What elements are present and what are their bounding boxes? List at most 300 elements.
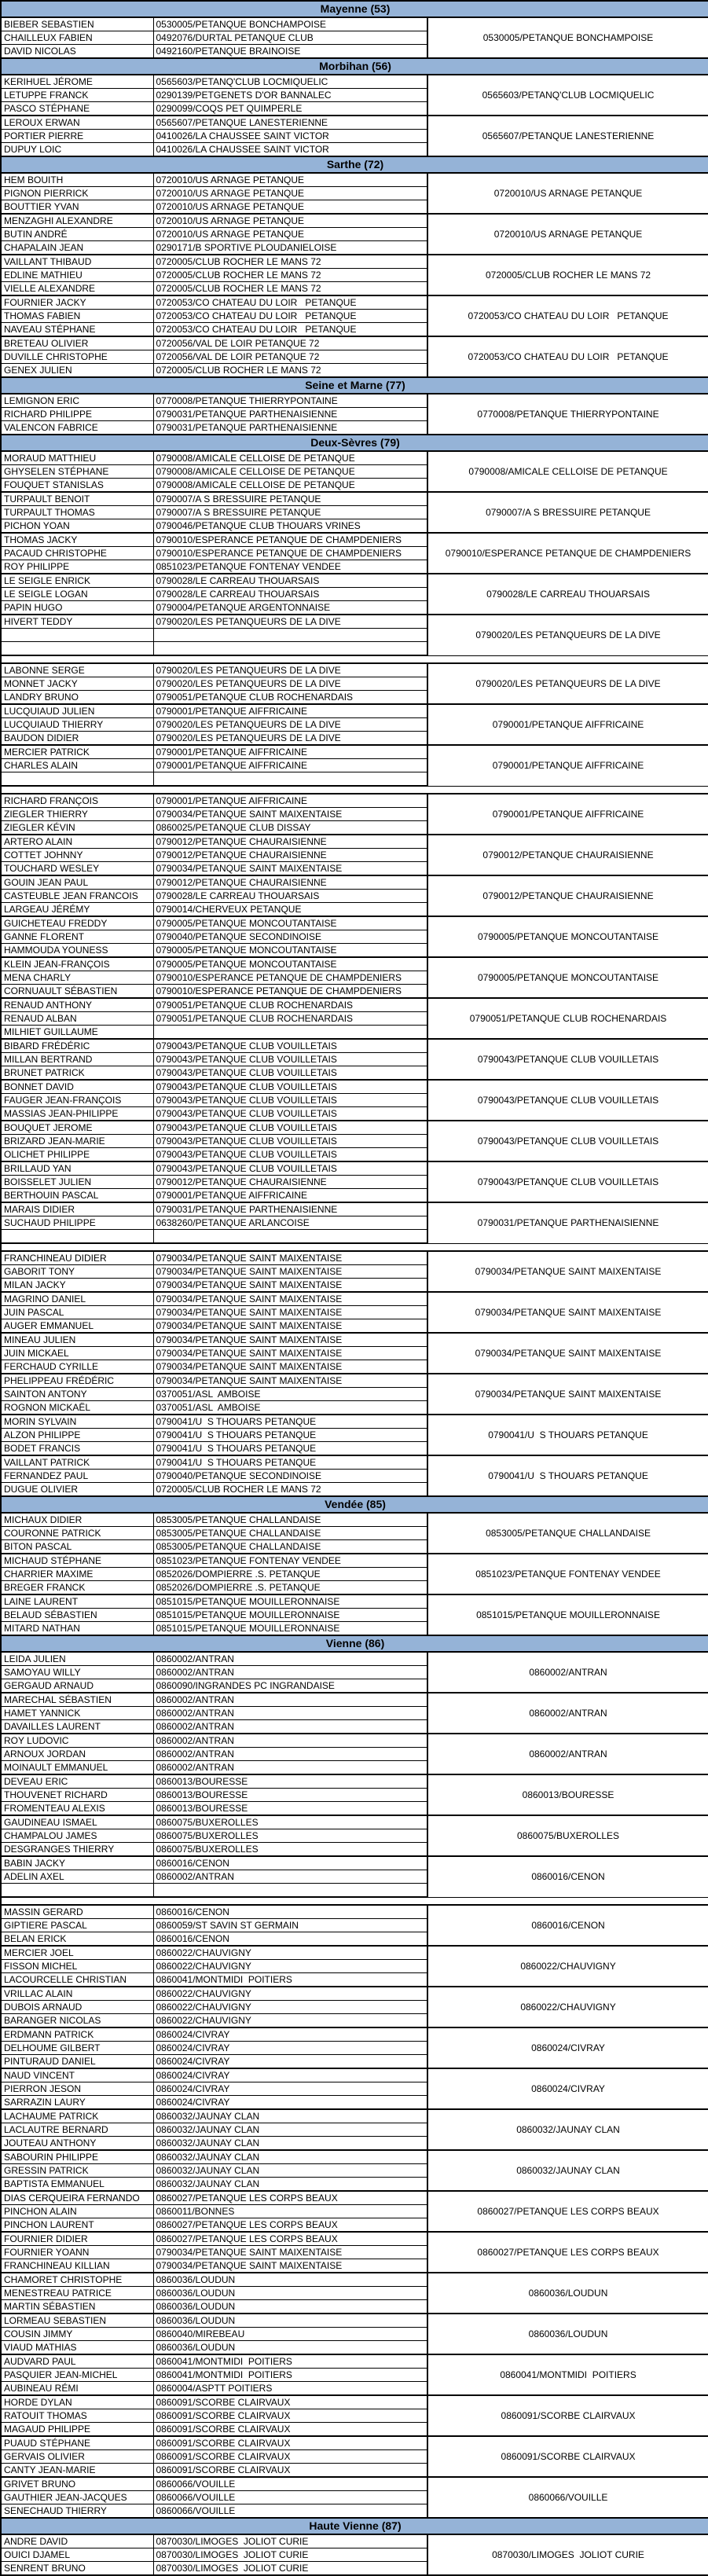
player-club-cell: 0860027/PETANQUE LES CORPS BEAUX [153, 2232, 427, 2246]
player-club-cell: 0790001/PETANQUE AIFFRICAINE [153, 794, 427, 808]
player-club-cell: 0790028/LE CARREAU THOUARSAIS [153, 588, 427, 601]
player-name-cell: KLEIN JEAN-FRANÇOIS [1, 957, 153, 971]
team-club-cell: 0790043/PETANQUE CLUB VOUILLETAIS [427, 1121, 708, 1161]
table-row [1, 1815, 708, 1829]
player-club-cell: 0860075/BUXEROLLES [153, 1829, 427, 1843]
player-name-cell: LUCQUIAUD THIERRY [1, 718, 153, 732]
player-club-cell: 0860022/CHAUVIGNY [153, 2014, 427, 2028]
player-club-cell: 0790034/PETANQUE SAINT MAIXENTAISE [153, 1333, 427, 1347]
player-club-cell: 0860022/CHAUVIGNY [153, 1960, 427, 1973]
player-name-cell: MAGRINO DANIEL [1, 1292, 153, 1306]
player-name-cell: GERVAIS OLIVIER [1, 2450, 153, 2464]
player-name-cell: COTTET JOHNNY [1, 849, 153, 862]
team-club-cell: 0790043/PETANQUE CLUB VOUILLETAIS [427, 1161, 708, 1202]
player-club-cell: 0790010/ESPERANCE PETANQUE DE CHAMPDENIERS [153, 971, 427, 985]
team-club-cell: 0860016/CENON [427, 1905, 708, 1946]
table-row [1, 875, 708, 890]
team-club-cell: 0870030/LIMOGES JOLIOT CURIE [427, 2534, 708, 2575]
team-club-cell: 0790001/PETANQUE AIFFRICAINE [427, 745, 708, 786]
player-name-cell: BOUTTIER YVAN [1, 200, 153, 215]
player-club-cell: 0860002/ANTRAN [153, 1748, 427, 1761]
player-name-cell: SARRAZIN LAURY [1, 2096, 153, 2110]
table-row [1, 1693, 708, 1707]
table-row [1, 1987, 708, 2001]
player-name-cell: GUICHETEAU FREDDY [1, 916, 153, 930]
player-club-cell: 0720056/VAL DE LOIR PETANQUE 72 [153, 336, 427, 350]
player-name-cell: GRESSIN PATRICK [1, 2164, 153, 2178]
table-row [1, 2354, 708, 2369]
player-name-cell: MERCIER PATRICK [1, 745, 153, 759]
table-row [1, 1455, 708, 1470]
player-name-cell: MARTIN SÉBASTIEN [1, 2300, 153, 2314]
table-row [1, 2109, 708, 2123]
team-club-cell: 0790005/PETANQUE MONCOUTANTAISE [427, 916, 708, 957]
player-club-cell: 0790005/PETANQUE MONCOUTANTAISE [153, 916, 427, 930]
player-name-cell: MAGAUD PHILIPPE [1, 2423, 153, 2437]
player-club-cell: 0860024/CIVRAY [153, 2068, 427, 2082]
player-name-cell: LUCQUIAUD JULIEN [1, 704, 153, 718]
player-club-cell: 0860016/CENON [153, 1932, 427, 1947]
table-row [1, 916, 708, 930]
player-name-cell: CHAMORET CHRISTOPHE [1, 2273, 153, 2287]
player-club-cell: 0860036/LOUDUN [153, 2300, 427, 2314]
player-club-cell: 0860041/MONTMIDI POITIERS [153, 1973, 427, 1987]
player-name-cell: GABORIT TONY [1, 1265, 153, 1279]
player-name-cell: SAMOYAU WILLY [1, 1666, 153, 1679]
player-club-cell: 0290099/COQS PET QUIMPERLE [153, 102, 427, 116]
player-club-cell: 0860016/CENON [153, 1905, 427, 1919]
player-name-cell: FRANCHINEAU DIDIER [1, 1251, 153, 1265]
table-row [1, 451, 708, 465]
player-name-cell: BRILLAUD YAN [1, 1161, 153, 1176]
player-club-cell: 0790008/AMICALE CELLOISE DE PETANQUE [153, 451, 427, 465]
player-name-cell: FERNANDEZ PAUL [1, 1470, 153, 1483]
player-name-cell: THOMAS JACKY [1, 533, 153, 547]
player-name-cell: LE SEIGLE LOGAN [1, 588, 153, 601]
player-club-cell: 0790034/PETANQUE SAINT MAIXENTAISE [153, 808, 427, 821]
player-club-cell: 0860024/CIVRAY [153, 2055, 427, 2069]
player-club-cell: 0790043/PETANQUE CLUB VOUILLETAIS [153, 1053, 427, 1066]
player-club-cell: 0860032/JAUNAY CLAN [153, 2164, 427, 2178]
player-name-cell: CANTY JEAN-MARIE [1, 2464, 153, 2478]
player-name-cell: SUCHAUD PHILIPPE [1, 1216, 153, 1230]
player-club-cell: 0790001/PETANQUE AIFFRICAINE [153, 745, 427, 759]
player-club-cell: 0720005/CLUB ROCHER LE MANS 72 [153, 255, 427, 269]
player-club-cell: 0770008/PETANQUE THIERRYPONTAINE [153, 394, 427, 408]
player-name-cell: PIERRON JESON [1, 2082, 153, 2096]
player-name-cell: DESGRANGES THIERRY [1, 1843, 153, 1857]
player-name-cell: PINTURAUD DANIEL [1, 2055, 153, 2069]
player-name-cell: PINCHON LAURENT [1, 2218, 153, 2233]
player-name-cell: MINEAU JULIEN [1, 1333, 153, 1347]
player-name-cell: FISSON MICHEL [1, 1960, 153, 1973]
table-row [1, 1415, 708, 1429]
team-club-cell: 0860041/MONTMIDI POITIERS [427, 2354, 708, 2395]
player-name-cell: LEMIGNON ERIC [1, 394, 153, 408]
section-row [1, 2518, 708, 2534]
player-club-cell: 0790041/U S THOUARS PETANQUE [153, 1455, 427, 1470]
player-club-cell: 0852026/DOMPIERRE .S. PETANQUE [153, 1581, 427, 1595]
player-club-cell: 0860032/JAUNAY CLAN [153, 2178, 427, 2192]
player-name-cell: MASSIAS JEAN-PHILIPPE [1, 1107, 153, 1121]
table-row [1, 255, 708, 269]
player-club-cell: 0790012/PETANQUE CHAURAISIENNE [153, 875, 427, 890]
player-club-cell: 0860036/LOUDUN [153, 2341, 427, 2355]
player-club-cell: 0860013/BOURESSE [153, 1774, 427, 1789]
player-name-cell: BABIN JACKY [1, 1856, 153, 1870]
team-club-cell: 0790041/U S THOUARS PETANQUE [427, 1455, 708, 1496]
player-name-cell: VALENCON FABRICE [1, 421, 153, 435]
section-header: Deux-Sèvres (79) [1, 435, 708, 451]
team-club-cell: 0860036/LOUDUN [427, 2273, 708, 2314]
table-row [1, 1039, 708, 1053]
player-name-cell: BRIZARD JEAN-MARIE [1, 1135, 153, 1148]
team-club-cell: 0790034/PETANQUE SAINT MAIXENTAISE [427, 1292, 708, 1333]
player-name-cell: BONNET DAVID [1, 1080, 153, 1094]
player-club-cell: 0860066/VOUILLE [153, 2491, 427, 2504]
player-club-cell: 0860032/JAUNAY CLAN [153, 2137, 427, 2151]
section-row [1, 1635, 708, 1652]
spacer-cell [1, 1243, 708, 1251]
player-name-cell: FERCHAUD CYRILLE [1, 1360, 153, 1374]
table-row [1, 835, 708, 849]
player-name-cell: SAINTON ANTONY [1, 1388, 153, 1401]
player-club-cell: 0790008/AMICALE CELLOISE DE PETANQUE [153, 465, 427, 479]
team-club-cell: 0790007/A S BRESSUIRE PETANQUE [427, 492, 708, 533]
player-club-cell: 0492076/DURTAL PETANQUE CLUB [153, 31, 427, 45]
player-club-cell: 0790008/AMICALE CELLOISE DE PETANQUE [153, 479, 427, 493]
player-club-cell [153, 772, 427, 787]
player-club-cell: 0790046/PETANQUE CLUB THOUARS VRINES [153, 519, 427, 534]
team-club-cell: 0565607/PETANQUE LANESTERIENNE [427, 116, 708, 156]
table-row [1, 2068, 708, 2082]
player-club-cell: 0860036/LOUDUN [153, 2287, 427, 2300]
player-club-cell: 0790051/PETANQUE CLUB ROCHENARDAIS [153, 1012, 427, 1026]
player-club-cell: 0720005/CLUB ROCHER LE MANS 72 [153, 269, 427, 282]
player-club-cell: 0790010/ESPERANCE PETANQUE DE CHAMPDENIERS [153, 985, 427, 999]
player-club-cell: 0860024/CIVRAY [153, 2096, 427, 2110]
section-header: Vienne (86) [1, 1635, 708, 1652]
player-club-cell: 0790043/PETANQUE CLUB VOUILLETAIS [153, 1039, 427, 1053]
team-club-cell: 0770008/PETANQUE THIERRYPONTAINE [427, 394, 708, 435]
team-club-cell: 0860091/SCORBE CLAIRVAUX [427, 2395, 708, 2436]
player-club-cell: 0860024/CIVRAY [153, 2042, 427, 2055]
player-name-cell: ZIEGLER THIERRY [1, 808, 153, 821]
player-name-cell: BITON PASCAL [1, 1540, 153, 1554]
table-row [1, 2150, 708, 2164]
table-row [1, 1652, 708, 1666]
section-header: Morbihan (56) [1, 58, 708, 75]
player-club-cell [153, 1230, 427, 1244]
player-name-cell: MENZAGHI ALEXANDRE [1, 214, 153, 228]
player-name-cell: BELAN ERICK [1, 1932, 153, 1947]
spacer-cell [1, 655, 708, 663]
player-club-cell: 0860002/ANTRAN [153, 1666, 427, 1679]
player-club-cell: 0290139/PETGENETS D'OR BANNALEC [153, 89, 427, 102]
table-row [1, 1161, 708, 1176]
table-row [1, 1121, 708, 1135]
player-name-cell: CHAILLEUX FABIEN [1, 31, 153, 45]
player-club-cell: 0790010/ESPERANCE PETANQUE DE CHAMPDENIERS [153, 547, 427, 560]
player-name-cell: PICHON YOAN [1, 519, 153, 534]
player-club-cell: 0790001/PETANQUE AIFFRICAINE [153, 1189, 427, 1203]
table-row [1, 2436, 708, 2450]
player-name-cell: MERCIER JOEL [1, 1946, 153, 1960]
player-name-cell: TOUCHARD WESLEY [1, 862, 153, 876]
player-club-cell: 0860032/JAUNAY CLAN [153, 2150, 427, 2164]
player-name-cell: SABOURIN PHILIPPE [1, 2150, 153, 2164]
player-club-cell: 0720005/CLUB ROCHER LE MANS 72 [153, 1483, 427, 1497]
player-club-cell: 0860022/CHAUVIGNY [153, 1987, 427, 2001]
player-club-cell: 0790028/LE CARREAU THOUARSAIS [153, 574, 427, 588]
player-name-cell [1, 1884, 153, 1898]
table-row [1, 1202, 708, 1216]
player-name-cell: DUGUE OLIVIER [1, 1483, 153, 1497]
section-header: Vendée (85) [1, 1496, 708, 1513]
player-name-cell: CHARRIER MAXIME [1, 1568, 153, 1581]
table-row [1, 1734, 708, 1748]
player-name-cell [1, 1230, 153, 1244]
table-row [1, 1856, 708, 1870]
team-club-cell: 0720005/CLUB ROCHER LE MANS 72 [427, 255, 708, 295]
player-name-cell: ANDRE DAVID [1, 2534, 153, 2548]
player-name-cell: VAILLANT PATRICK [1, 1455, 153, 1470]
player-name-cell: GAUTHIER JEAN-JACQUES [1, 2491, 153, 2504]
player-club-cell: 0790043/PETANQUE CLUB VOUILLETAIS [153, 1121, 427, 1135]
player-name-cell: BERTHOUIN PASCAL [1, 1189, 153, 1203]
section-header: Mayenne (53) [1, 1, 708, 17]
table-row [1, 2534, 708, 2548]
player-name-cell: MENESTREAU PATRICE [1, 2287, 153, 2300]
player-club-cell: 0852026/DOMPIERRE .S. PETANQUE [153, 1568, 427, 1581]
table-row [1, 492, 708, 506]
player-club-cell: 0790034/PETANQUE SAINT MAIXENTAISE [153, 862, 427, 876]
player-name-cell: LARGEAU JÉRÉMY [1, 903, 153, 917]
player-name-cell: LACOURCELLE CHRISTIAN [1, 1973, 153, 1987]
player-club-cell: 0860040/MIREBEAU [153, 2328, 427, 2341]
team-club-cell: 0860013/BOURESSE [427, 1774, 708, 1815]
player-name-cell [1, 642, 153, 656]
player-club-cell: 0860024/CIVRAY [153, 2082, 427, 2096]
player-name-cell: AUBINEAU RÉMI [1, 2382, 153, 2396]
team-club-cell: 0790041/U S THOUARS PETANQUE [427, 1415, 708, 1455]
player-name-cell: SENRENT BRUNO [1, 2562, 153, 2576]
player-club-cell: 0790040/PETANQUE SECONDINOISE [153, 930, 427, 944]
player-name-cell: MILLAN BERTRAND [1, 1053, 153, 1066]
player-club-cell: 0860091/SCORBE CLAIRVAUX [153, 2409, 427, 2423]
team-club-cell: 0790020/LES PETANQUEURS DE LA DIVE [427, 615, 708, 655]
player-club-cell: 0860091/SCORBE CLAIRVAUX [153, 2395, 427, 2409]
table-row [1, 794, 708, 808]
player-name-cell: RICHARD PHILIPPE [1, 408, 153, 421]
player-club-cell: 0790034/PETANQUE SAINT MAIXENTAISE [153, 1292, 427, 1306]
player-name-cell: FOURNIER YOANN [1, 2246, 153, 2259]
player-name-cell [1, 772, 153, 787]
player-club-cell: 0790020/LES PETANQUEURS DE LA DIVE [153, 663, 427, 677]
player-name-cell: MORIN SYLVAIN [1, 1415, 153, 1429]
player-club-cell: 0565607/PETANQUE LANESTERIENNE [153, 116, 427, 130]
player-club-cell: 0790012/PETANQUE CHAURAISIENNE [153, 1176, 427, 1189]
player-club-cell: 0860091/SCORBE CLAIRVAUX [153, 2423, 427, 2437]
player-club-cell: 0860027/PETANQUE LES CORPS BEAUX [153, 2191, 427, 2205]
player-club-cell: 0790031/PETANQUE PARTHENAISIENNE [153, 421, 427, 435]
player-club-cell: 0790051/PETANQUE CLUB ROCHENARDAIS [153, 998, 427, 1012]
table-row [1, 615, 708, 629]
team-club-cell: 0860002/ANTRAN [427, 1734, 708, 1774]
player-club-cell: 0851015/PETANQUE MOUILLERONNAISE [153, 1609, 427, 1622]
player-name-cell: KERIHUEL JÉROME [1, 75, 153, 89]
player-club-cell: 0860002/ANTRAN [153, 1761, 427, 1775]
section-row [1, 377, 708, 394]
player-club-cell: 0790034/PETANQUE SAINT MAIXENTAISE [153, 2259, 427, 2273]
player-club-cell: 0860066/VOUILLE [153, 2504, 427, 2519]
team-club-cell: 0860032/JAUNAY CLAN [427, 2109, 708, 2150]
player-club-cell [153, 1026, 427, 1040]
table-row [1, 998, 708, 1012]
section-row [1, 1496, 708, 1513]
player-club-cell: 0851015/PETANQUE MOUILLERONNAISE [153, 1622, 427, 1636]
player-club-cell: 0720010/US ARNAGE PETANQUE [153, 173, 427, 187]
table-row [1, 1251, 708, 1265]
player-club-cell: 0492160/PETANQUE BRAINOISE [153, 45, 427, 59]
team-club-cell: 0790043/PETANQUE CLUB VOUILLETAIS [427, 1080, 708, 1121]
player-name-cell: DIAS CERQUEIRA FERNANDO [1, 2191, 153, 2205]
player-club-cell: 0790043/PETANQUE CLUB VOUILLETAIS [153, 1161, 427, 1176]
player-name-cell: NAUD VINCENT [1, 2068, 153, 2082]
team-club-cell: 0790034/PETANQUE SAINT MAIXENTAISE [427, 1333, 708, 1374]
table-row [1, 173, 708, 187]
table-row [1, 214, 708, 228]
player-name-cell: GANNE FLORENT [1, 930, 153, 944]
team-club-cell: 0860002/ANTRAN [427, 1693, 708, 1734]
player-name-cell: ROY PHILIPPE [1, 560, 153, 574]
player-club-cell: 0870030/LIMOGES JOLIOT CURIE [153, 2534, 427, 2548]
player-club-cell: 0860075/BUXEROLLES [153, 1843, 427, 1857]
player-name-cell: LEROUX ERWAN [1, 116, 153, 130]
player-name-cell: DAVID NICOLAS [1, 45, 153, 59]
player-name-cell: THOMAS FABIEN [1, 310, 153, 323]
player-name-cell: ALZON PHILIPPE [1, 1429, 153, 1442]
player-name-cell: BUTIN ANDRÉ [1, 228, 153, 241]
player-name-cell: MOINAULT EMMANUEL [1, 1761, 153, 1775]
team-club-cell: 0860027/PETANQUE LES CORPS BEAUX [427, 2232, 708, 2273]
player-club-cell: 0790043/PETANQUE CLUB VOUILLETAIS [153, 1094, 427, 1107]
player-club-cell: 0790007/A S BRESSUIRE PETANQUE [153, 506, 427, 519]
player-name-cell: GHYSELEN STÉPHANE [1, 465, 153, 479]
player-club-cell: 0790004/PETANQUE ARGENTONNAISE [153, 601, 427, 615]
section-row [1, 156, 708, 173]
player-club-cell: 0565603/PETANQ'CLUB LOCMIQUELIC [153, 75, 427, 89]
team-club-cell: 0860027/PETANQUE LES CORPS BEAUX [427, 2191, 708, 2232]
team-club-cell: 0860036/LOUDUN [427, 2314, 708, 2354]
player-name-cell: MONNET JACKY [1, 677, 153, 691]
player-name-cell: JOUTEAU ANTHONY [1, 2137, 153, 2151]
player-name-cell: MICHAUX DIDIER [1, 1513, 153, 1527]
player-club-cell: 0860002/ANTRAN [153, 1720, 427, 1734]
player-name-cell: ARNOUX JORDAN [1, 1748, 153, 1761]
player-name-cell: SENECHAUD THIERRY [1, 2504, 153, 2519]
team-club-cell: 0860091/SCORBE CLAIRVAUX [427, 2436, 708, 2477]
player-name-cell: FOURNIER JACKY [1, 295, 153, 310]
player-club-cell: 0410026/LA CHAUSSEE SAINT VICTOR [153, 143, 427, 157]
player-club-cell: 0790034/PETANQUE SAINT MAIXENTAISE [153, 1279, 427, 1293]
player-club-cell [153, 642, 427, 656]
player-club-cell: 0790041/U S THOUARS PETANQUE [153, 1429, 427, 1442]
player-name-cell [1, 629, 153, 642]
player-name-cell: THOUVENET RICHARD [1, 1789, 153, 1802]
player-club-cell: 0870030/LIMOGES JOLIOT CURIE [153, 2548, 427, 2562]
player-club-cell: 0370051/ASL AMBOISE [153, 1401, 427, 1415]
player-club-cell: 0790034/PETANQUE SAINT MAIXENTAISE [153, 1374, 427, 1388]
player-name-cell: PORTIER PIERRE [1, 130, 153, 143]
player-name-cell: HEM BOUITH [1, 173, 153, 187]
player-name-cell: AUGER EMMANUEL [1, 1319, 153, 1334]
table-row [1, 574, 708, 588]
table-row [1, 957, 708, 971]
player-name-cell: HAMMOUDA YOUNESS [1, 944, 153, 958]
player-name-cell: ARTERO ALAIN [1, 835, 153, 849]
player-club-cell: 0790043/PETANQUE CLUB VOUILLETAIS [153, 1135, 427, 1148]
player-club-cell: 0720010/US ARNAGE PETANQUE [153, 228, 427, 241]
player-club-cell: 0860041/MONTMIDI POITIERS [153, 2354, 427, 2369]
player-name-cell: BARANGER NICOLAS [1, 2014, 153, 2028]
player-club-cell: 0851023/PETANQUE FONTENAY VENDEE [153, 1554, 427, 1568]
player-club-cell: 0790034/PETANQUE SAINT MAIXENTAISE [153, 1265, 427, 1279]
player-name-cell: PACAUD CHRISTOPHE [1, 547, 153, 560]
player-club-cell: 0790012/PETANQUE CHAURAISIENNE [153, 835, 427, 849]
spacer-row [1, 1897, 708, 1905]
team-club-cell: 0565603/PETANQ'CLUB LOCMIQUELIC [427, 75, 708, 116]
player-name-cell: BELAUD SÉBASTIEN [1, 1609, 153, 1622]
player-name-cell: CORNUAULT SÉBASTIEN [1, 985, 153, 999]
player-name-cell: PASCO STÉPHANE [1, 102, 153, 116]
player-name-cell: CHAMPALOU JAMES [1, 1829, 153, 1843]
player-name-cell: GAUDINEAU ISMAEL [1, 1815, 153, 1829]
player-club-cell: 0720010/US ARNAGE PETANQUE [153, 214, 427, 228]
player-name-cell: ADELIN AXEL [1, 1870, 153, 1884]
player-club-cell [153, 1884, 427, 1898]
player-name-cell: LEIDA JULIEN [1, 1652, 153, 1666]
section-header: Haute Vienne (87) [1, 2518, 708, 2534]
team-club-cell: 0790028/LE CARREAU THOUARSAIS [427, 574, 708, 615]
player-club-cell: 0860090/INGRANDES PC INGRANDAISE [153, 1679, 427, 1693]
table-row [1, 1333, 708, 1347]
player-club-cell: 0790034/PETANQUE SAINT MAIXENTAISE [153, 2246, 427, 2259]
player-club-cell: 0790043/PETANQUE CLUB VOUILLETAIS [153, 1066, 427, 1081]
section-header: Seine et Marne (77) [1, 377, 708, 394]
player-name-cell: BAPTISTA EMMANUEL [1, 2178, 153, 2192]
player-name-cell: ERDMANN PATRICK [1, 2027, 153, 2042]
player-club-cell: 0790034/PETANQUE SAINT MAIXENTAISE [153, 1347, 427, 1360]
player-name-cell: BIBARD FRÉDÉRIC [1, 1039, 153, 1053]
team-club-cell: 0790034/PETANQUE SAINT MAIXENTAISE [427, 1374, 708, 1415]
player-club-cell: 0790043/PETANQUE CLUB VOUILLETAIS [153, 1080, 427, 1094]
table-row [1, 1946, 708, 1960]
player-name-cell: FRANCHINEAU KILLIAN [1, 2259, 153, 2273]
player-name-cell: AUDVARD PAUL [1, 2354, 153, 2369]
player-club-cell: 0790034/PETANQUE SAINT MAIXENTAISE [153, 1360, 427, 1374]
player-club-cell: 0790020/LES PETANQUEURS DE LA DIVE [153, 732, 427, 746]
player-name-cell: BRETEAU OLIVIER [1, 336, 153, 350]
player-name-cell: DELHOUME GILBERT [1, 2042, 153, 2055]
player-club-cell: 0790010/ESPERANCE PETANQUE DE CHAMPDENIERS [153, 533, 427, 547]
player-club-cell: 0860075/BUXEROLLES [153, 1815, 427, 1829]
player-name-cell: BRUNET PATRICK [1, 1066, 153, 1081]
spacer-row [1, 786, 708, 794]
table-row [1, 2232, 708, 2246]
player-club-cell: 0860032/JAUNAY CLAN [153, 2109, 427, 2123]
table-row [1, 2273, 708, 2287]
